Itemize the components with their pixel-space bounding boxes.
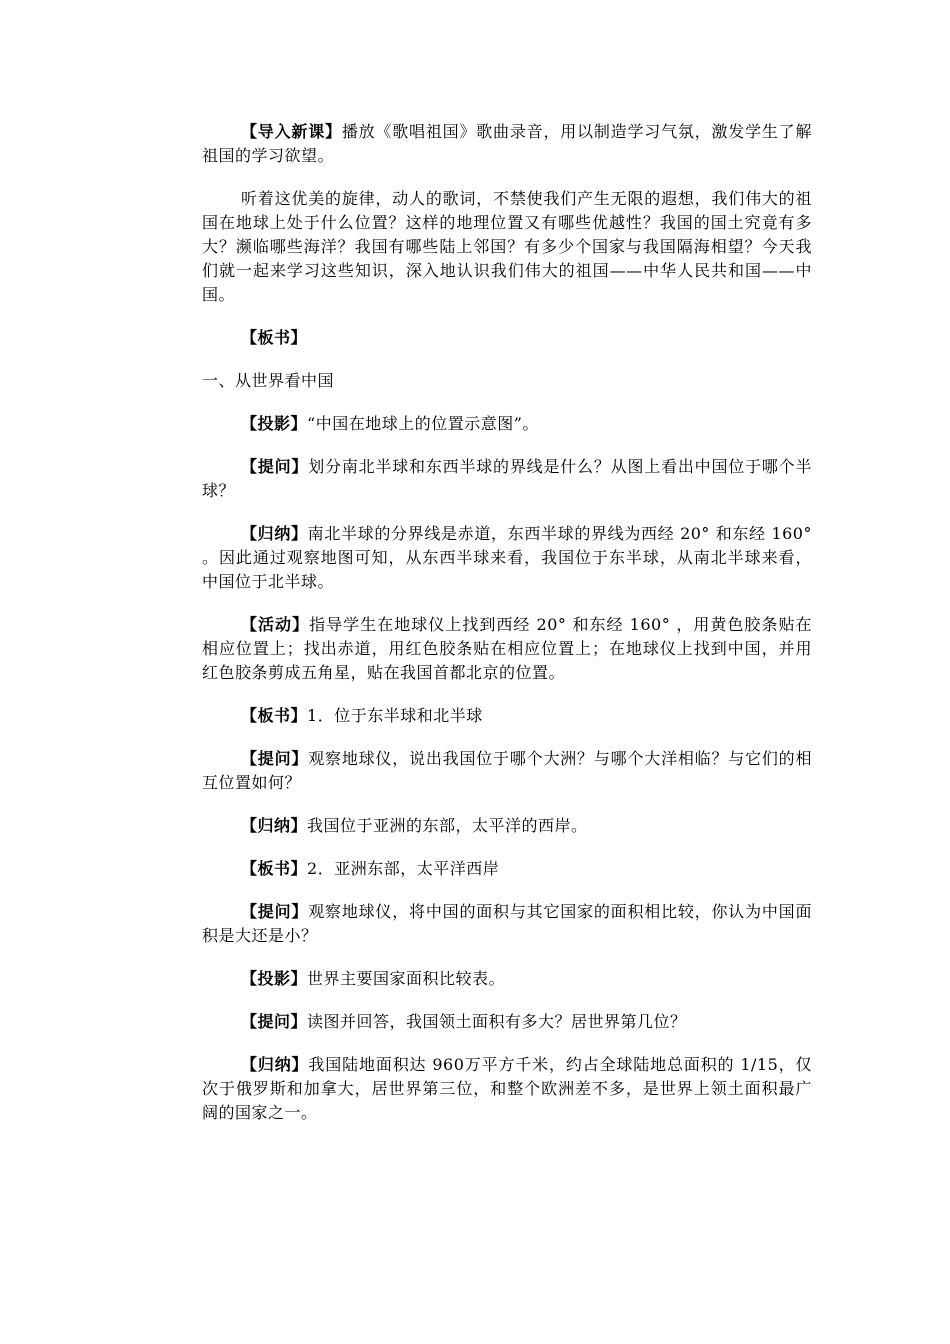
paragraph-intro xyxy=(202,120,812,168)
paragraph-narrative xyxy=(202,187,812,307)
section-tag: 【归纳】 xyxy=(241,1055,309,1074)
paragraph-text: 指导学生在地球仪上找到西经 20° 和东经 160° ，用黄色胶条贴在相应位置上；找出赤道，用红色胶条贴在相应位置上；在地球仪上找到中国，并用红色胶条剪成五角星，贴在我国首都北京的位置。 xyxy=(202,615,812,682)
paragraph-text: 世界主要国家面积比较表。 xyxy=(307,969,506,988)
paragraph-text: 观察地球仪，将中国的面积与其它国家的面积相比较，你认为中国面积是大还是小？ xyxy=(202,902,812,945)
section-tag: 【提问】 xyxy=(241,902,309,921)
paragraph-board-heading xyxy=(202,326,812,350)
paragraph-question xyxy=(202,747,812,795)
section-tag: 【活动】 xyxy=(241,615,310,634)
section-tag: 【归纳】 xyxy=(241,816,308,835)
paragraph-projection xyxy=(202,412,812,436)
section-heading xyxy=(202,369,812,393)
paragraph-summary xyxy=(202,522,812,594)
section-tag: 【投影】 xyxy=(241,414,308,433)
paragraph-summary xyxy=(202,814,812,838)
paragraph-text: 2．亚洲东部，太平洋西岸 xyxy=(307,859,500,878)
section-tag: 【投影】 xyxy=(241,969,308,988)
paragraph-text: 我国位于亚洲的东部，太平洋的西岸。 xyxy=(307,816,588,835)
section-tag: 【提问】 xyxy=(241,1012,308,1031)
section-tag: 【板书】 xyxy=(241,706,308,725)
paragraph-text: 观察地球仪，说出我国位于哪个大洲？与哪个大洋相临？与它们的相互位置如何？ xyxy=(202,749,812,792)
paragraph-text: 听着这优美的旋律，动人的歌词，不禁使我们产生无限的遐想，我们伟大的祖国在地球上处于什么位置？这样的地理位置又有哪些优越性？我国的国土究竟有多大？濒临哪些海洋？我国有哪些陆上邻国？有多少个国家与我国隔海相望？今天我们就一起来学习这些知识，深入地认识我们伟大的祖国——中华人民共和国——中国。 xyxy=(202,189,812,304)
section-tag: 【提问】 xyxy=(241,457,309,476)
section-tag: 【归纳】 xyxy=(241,524,308,543)
paragraph-board-2 xyxy=(202,857,812,881)
document-page xyxy=(202,120,812,1144)
paragraph-text: 划分南北半球和东西半球的界线是什么？从图上看出中国位于哪个半球？ xyxy=(202,457,812,500)
paragraph-activity xyxy=(202,613,812,685)
paragraph-board-1 xyxy=(202,704,812,728)
paragraph-question xyxy=(202,1010,812,1034)
paragraph-text: 1．位于东半球和北半球 xyxy=(307,706,483,725)
paragraph-question xyxy=(202,455,812,503)
paragraph-summary xyxy=(202,1053,812,1125)
paragraph-text: “中国在地球上的位置示意图”。 xyxy=(307,414,539,433)
paragraph-question xyxy=(202,900,812,948)
paragraph-text: 一、从世界看中国 xyxy=(202,371,335,390)
section-tag: 【板书】 xyxy=(241,328,308,347)
section-tag: 【提问】 xyxy=(241,749,309,768)
paragraph-projection xyxy=(202,967,812,991)
paragraph-text: 读图并回答，我国领土面积有多大？居世界第几位？ xyxy=(307,1012,687,1031)
section-tag: 【板书】 xyxy=(241,859,308,878)
paragraph-text: 南北半球的分界线是赤道，东西半球的界线为西经 20° 和东经 160° 。因此通过观察地图可知，从东西半球来看，我国位于东半球，从南北半球来看，中国位于北半球。 xyxy=(202,524,812,591)
paragraph-text: 播放《歌唱祖国》歌曲录音，用以制造学习气氛，激发学生了解祖国的学习欲望。 xyxy=(202,122,812,165)
section-tag: 【导入新课】 xyxy=(241,122,342,141)
paragraph-text: 我国陆地面积达 960万平方千米，约占全球陆地总面积的 1/15，仅次于俄罗斯和加拿大，居世界第三位，和整个欧洲差不多，是世界上领土面积最广阔的国家之一。 xyxy=(202,1055,812,1122)
